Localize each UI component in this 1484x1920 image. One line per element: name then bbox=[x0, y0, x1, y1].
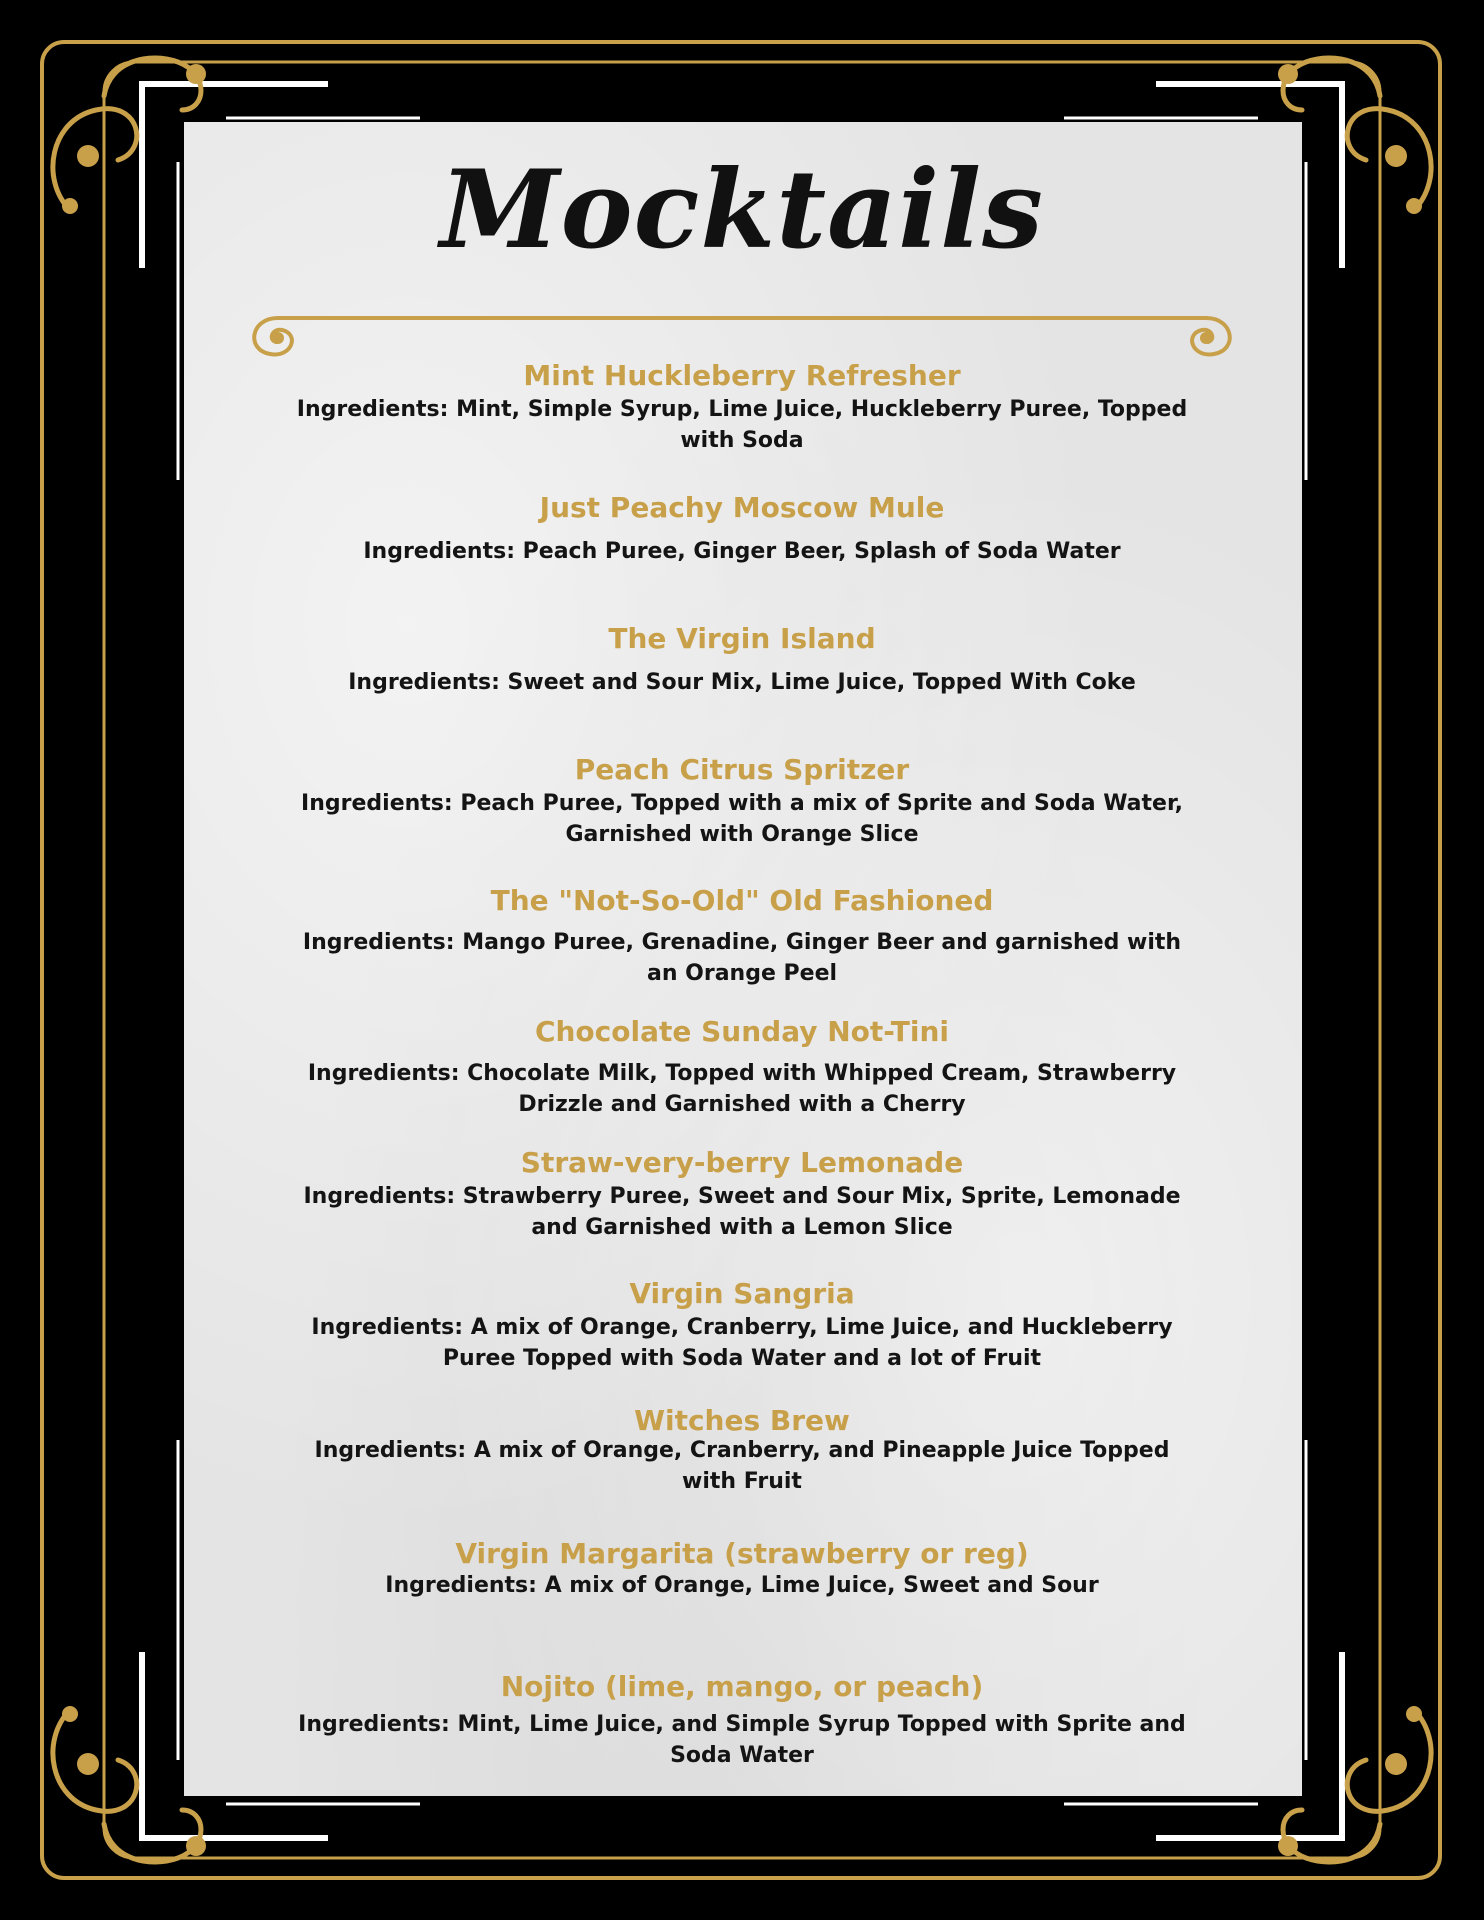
menu-item-name: Straw-very-berry Lemonade bbox=[520, 1146, 964, 1179]
menu-item-name: The "Not-So-Old" Old Fashioned bbox=[490, 884, 994, 917]
menu-item bbox=[290, 358, 1194, 456]
menu-item bbox=[290, 883, 1194, 989]
menu-item-ingredients: Ingredients: Mint, Simple Syrup, Lime Juice, Huckleberry Puree, Topped with Soda bbox=[296, 397, 1188, 453]
menu-item-ingredients: Ingredients: Strawberry Puree, Sweet and Sour Mix, Sprite, Lemonade and Garnished with a Lemon Slice bbox=[303, 1184, 1181, 1240]
menu-item bbox=[290, 490, 1194, 567]
menu-item-name: Virgin Margarita (strawberry or reg) bbox=[455, 1537, 1029, 1570]
menu-item bbox=[290, 752, 1194, 850]
menu-item-name: Witches Brew bbox=[634, 1404, 850, 1437]
menu-item-name: Chocolate Sunday Not-Tini bbox=[534, 1015, 950, 1048]
menu-item bbox=[290, 1014, 1194, 1120]
menu-item-name: Mint Huckleberry Refresher bbox=[523, 359, 961, 392]
menu-item-name: Virgin Sangria bbox=[629, 1277, 855, 1310]
menu-item-ingredients: Ingredients: A mix of Orange, Cranberry, and Pineapple Juice Topped with Fruit bbox=[314, 1438, 1170, 1494]
menu-item-ingredients: Ingredients: Mint, Lime Juice, and Simple Syrup Topped with Sprite and Soda Water bbox=[298, 1712, 1186, 1768]
menu-item-ingredients: Ingredients: Peach Puree, Topped with a mix of Sprite and Soda Water, Garnished with Orange Slice bbox=[301, 791, 1183, 847]
menu-item-ingredients: Ingredients: Chocolate Milk, Topped with Whipped Cream, Strawberry Drizzle and Garnished with a Cherry bbox=[307, 1061, 1177, 1117]
menu-item-ingredients: Ingredients: A mix of Orange, Lime Juice, Sweet and Sour bbox=[385, 1573, 1099, 1598]
menu-item-ingredients: Ingredients: A mix of Orange, Cranberry, Lime Juice, and Huckleberry Puree Topped with Soda Water and a lot of Fruit bbox=[311, 1315, 1173, 1371]
menu-item-name: Peach Citrus Spritzer bbox=[574, 753, 910, 786]
menu-item bbox=[290, 1669, 1194, 1771]
menu-title: Mocktails bbox=[440, 147, 1044, 273]
menu-item-name: The Virgin Island bbox=[608, 622, 876, 655]
menu-item-ingredients: Ingredients: Mango Puree, Grenadine, Ginger Beer and garnished with an Orange Peel bbox=[302, 930, 1182, 986]
menu-item bbox=[290, 1276, 1194, 1374]
menu-item-name: Nojito (lime, mango, or peach) bbox=[500, 1670, 984, 1703]
title-divider-ornament bbox=[240, 300, 1244, 360]
menu-item bbox=[290, 1538, 1194, 1601]
menu-item-ingredients: Ingredients: Sweet and Sour Mix, Lime Juice, Topped With Coke bbox=[348, 670, 1136, 695]
menu-item bbox=[290, 1404, 1194, 1497]
menu-item-name: Just Peachy Moscow Mule bbox=[539, 491, 945, 524]
menu-item-ingredients: Ingredients: Peach Puree, Ginger Beer, Splash of Soda Water bbox=[363, 539, 1121, 564]
menu-item bbox=[290, 621, 1194, 698]
menu-item bbox=[290, 1145, 1194, 1243]
